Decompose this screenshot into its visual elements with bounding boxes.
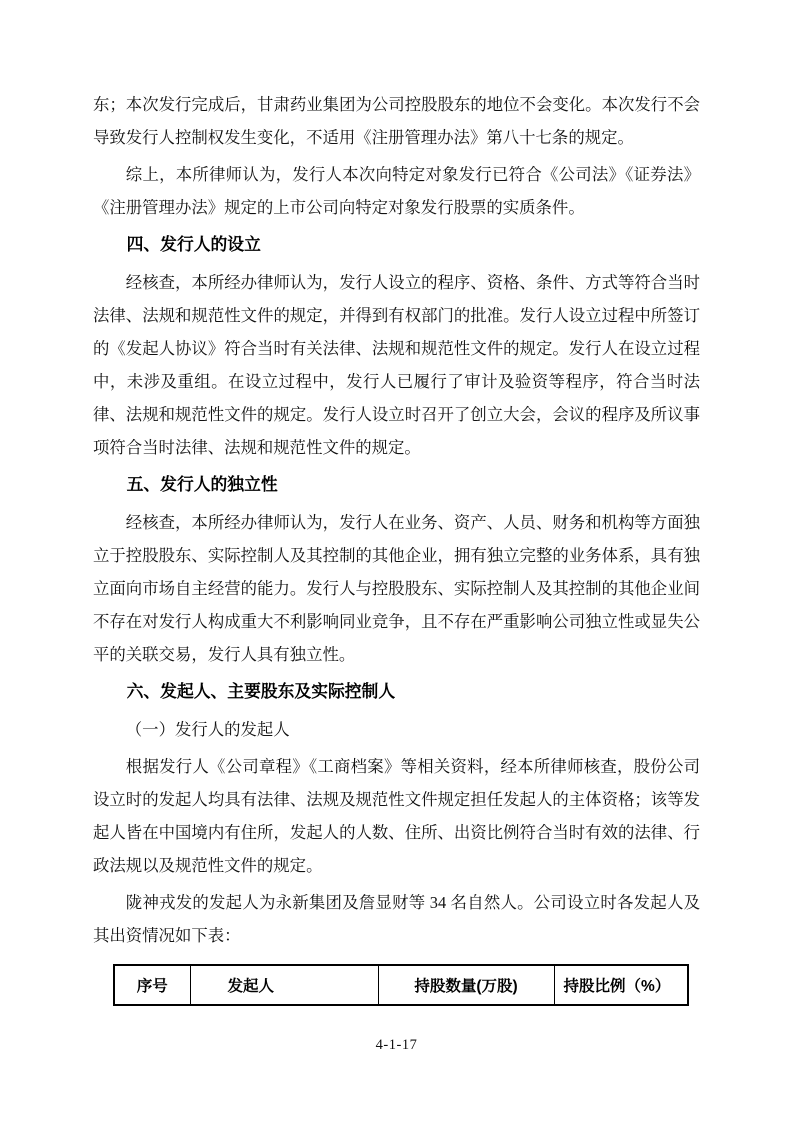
section-6-heading: 六、发起人、主要股东及实际控制人 bbox=[126, 682, 396, 701]
founders-table bbox=[113, 964, 689, 1006]
page-number: 4-1-17 bbox=[375, 1037, 418, 1053]
document-body bbox=[93, 88, 700, 1006]
section-6-subheading: （一）发行人的发起人 bbox=[125, 720, 290, 739]
founders-table-header-ratio: 持股比例（%） bbox=[554, 965, 688, 1005]
section-6-paragraph-1: 根据发行人《公司章程》《工商档案》等相关资料，经本所律师核查，股份公司设立时的发起人均具有法律、法规及规范性文件规定担任发起人的主体资格；该等发起人皆在中国境内有住所，发起人的人数、住所、出资比例符合当时有效的法律、行政法规以及规范性文件的规定。 bbox=[93, 757, 700, 875]
section-4-heading: 四、发行人的设立 bbox=[126, 235, 261, 254]
section-5-paragraph: 经核查，本所经办律师认为，发行人在业务、资产、人员、财务和机构等方面独立于控股股东、实际控制人及其控制的其他企业，拥有独立完整的业务体系，具有独立面向市场自主经营的能力。发行人与控股股东、实际控制人及其控制的其他企业间不存在对发行人构成重大不利影响同业竞争，且不存在严重影响公司独立性或显失公平的关联交易，发行人具有独立性。 bbox=[93, 513, 700, 664]
founders-table-header-name: 发起人 bbox=[190, 965, 378, 1005]
founders-table-header-shares: 持股数量(万股) bbox=[378, 965, 554, 1005]
paragraph-conclusion: 综上，本所律师认为，发行人本次向特定对象发行已符合《公司法》《证券法》《注册管理办法》规定的上市公司向特定对象发行股票的实质条件。 bbox=[93, 165, 700, 217]
section-5-heading: 五、发行人的独立性 bbox=[126, 475, 278, 494]
section-6-paragraph-2: 陇神戎发的发起人为永新集团及詹显财等 34 名自然人。公司设立时各发起人及其出资情况如下表： bbox=[93, 893, 700, 945]
founders-table-header-index: 序号 bbox=[136, 978, 168, 995]
paragraph-continuation: 东；本次发行完成后，甘肃药业集团为公司控股股东的地位不会变化。本次发行不会导致发行人控制权发生变化，不适用《注册管理办法》第八十七条的规定。 bbox=[93, 95, 700, 147]
section-4-paragraph: 经核查，本所经办律师认为，发行人设立的程序、资格、条件、方式等符合当时法律、法规和规范性文件的规定，并得到有权部门的批准。发行人设立过程中所签订的《发起人协议》符合当时有关法律、法规和规范性文件的规定。发行人在设立过程中，未涉及重组。在设立过程中，发行人已履行了审计及验资等程序，符合当时法律、法规和规范性文件的规定。发行人设立时召开了创立大会，会议的程序及所议事项符合当时法律、法规和规范性文件的规定。 bbox=[93, 273, 700, 457]
founders-table-header-row bbox=[114, 965, 688, 1005]
